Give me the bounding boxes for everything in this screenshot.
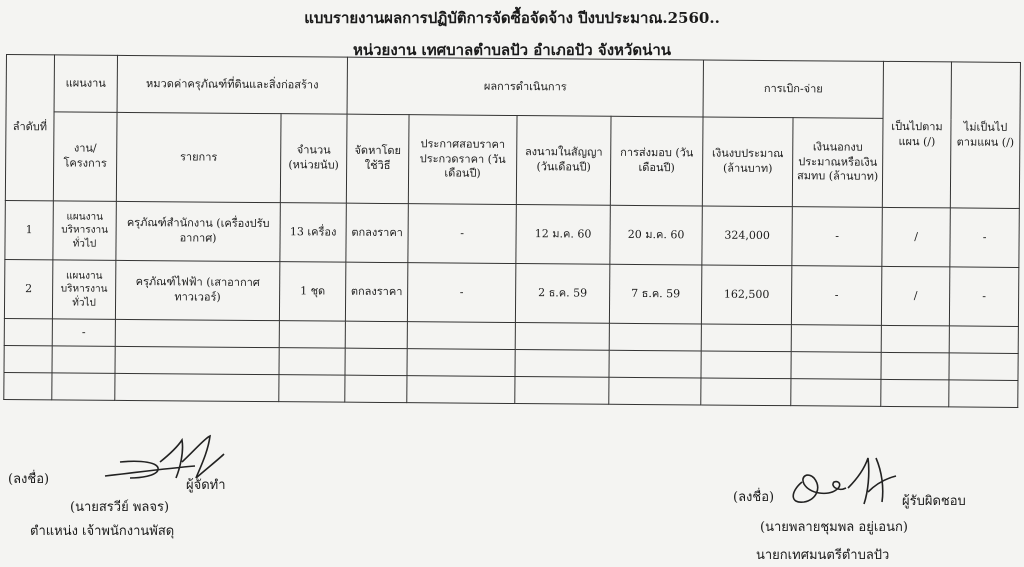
cell-item: ครุภัณฑ์ไฟฟ้า (เสาอากาศทาวเวอร์) [115, 260, 279, 320]
col-non-budget: เงินนอกงบประมาณหรือเงินสมทบ (ล้านบาท) [792, 118, 883, 208]
cell-not-as-plan: - [950, 208, 1019, 268]
cell-item: ครุภัณฑ์สำนักงาน (เครื่องปรับอากาศ) [116, 201, 280, 261]
cell-budget: 324,000 [702, 206, 792, 266]
cell-quantity: 1 ชุด [279, 262, 345, 322]
col-item: รายการ [116, 112, 281, 202]
report-title: แบบรายงานผลการปฏิบัติการจัดซื้อจัดจ้าง ปีงบประมาณ.2560.. [304, 9, 720, 27]
col-method: จัดหาโดยใช้วิธี [346, 114, 409, 203]
cell-method: ตกลงราคา [345, 262, 407, 321]
position-left: ตำแหน่ง เจ้าพนักงานพัสดุ [30, 524, 175, 539]
name-right: (นายพลายชุมพล อยู่เอนก) [760, 520, 908, 535]
cell-quantity: 13 เครื่อง [280, 203, 346, 263]
col-results: ผลการดำเนินการ [347, 57, 703, 117]
col-category: หมวดค่าครุภัณฑ์ที่ดินและสิ่งก่อสร้าง [117, 55, 347, 114]
cell-announce: - [407, 263, 515, 323]
cell-project: แผนงานบริหารงานทั่วไป [52, 260, 115, 319]
signature-left-image [100, 432, 250, 492]
cell-non-budget: - [792, 207, 882, 267]
role-right: ผู้รับผิดชอบ [902, 494, 966, 509]
col-as-plan: เป็นไปตามแผน (/) [882, 61, 951, 208]
signature-right-image [784, 452, 914, 514]
table-row [5, 200, 1019, 267]
col-not-as-plan: ไม่เป็นไปตามแผน (/) [950, 62, 1020, 209]
cell-budget: 162,500 [701, 265, 791, 325]
table-row [4, 259, 1018, 326]
header-row-2 [5, 112, 1020, 209]
col-seq: ลำดับที่ [5, 55, 54, 201]
cell-as-plan: / [882, 207, 950, 267]
cell-method: ตกลงราคา [346, 203, 408, 262]
sign-label-left: (ลงชื่อ) [8, 472, 50, 487]
col-quantity: จำนวน (หน่วยนับ) [280, 114, 347, 204]
position-right: นายกเทศมนตรีตำบลปัว [756, 548, 890, 563]
cell-as-plan: / [881, 266, 949, 326]
name-left: (นายสรวีย์ พลจร) [70, 500, 170, 515]
col-delivery: การส่งมอบ (วันเดือนปี) [610, 116, 703, 206]
cell-delivery: 7 ธ.ค. 59 [609, 264, 702, 324]
report-subtitle: หน่วยงาน เทศบาลตำบลปัว อำเภอปัว จังหวัดน่าน [352, 41, 671, 59]
cell-not-as-plan: - [949, 267, 1018, 327]
role-left: ผู้จัดทำ [186, 478, 226, 493]
cell-contract: 12 ม.ค. 60 [516, 205, 610, 265]
cell-project: แผนงานบริหารงานทั่วไป [53, 201, 116, 260]
cell-contract: 2 ธ.ค. 59 [515, 264, 609, 324]
cell-seq: 2 [4, 259, 52, 318]
col-announce: ประกาศสอบราคา ประกวดราคา (วันเดือนปี) [408, 115, 517, 205]
cell-announce: - [408, 204, 516, 264]
col-budget: เงินงบประมาณ (ล้านบาท) [702, 117, 793, 207]
cell-delivery: 20 ม.ค. 60 [610, 205, 703, 265]
header-row-1 [6, 55, 1020, 120]
col-contract: ลงนามในสัญญา (วันเดือนปี) [516, 116, 611, 206]
col-project: งาน/ โครงการ [53, 112, 117, 201]
procurement-table [3, 54, 1021, 408]
col-disbursement: การเบิก-จ่าย [703, 60, 883, 118]
cell-seq: 1 [5, 200, 53, 259]
stray-mark: - [52, 319, 115, 346]
sign-label-right: (ลงชื่อ) [733, 490, 775, 505]
cell-non-budget: - [791, 266, 881, 326]
col-plan: แผนงาน [54, 55, 117, 112]
